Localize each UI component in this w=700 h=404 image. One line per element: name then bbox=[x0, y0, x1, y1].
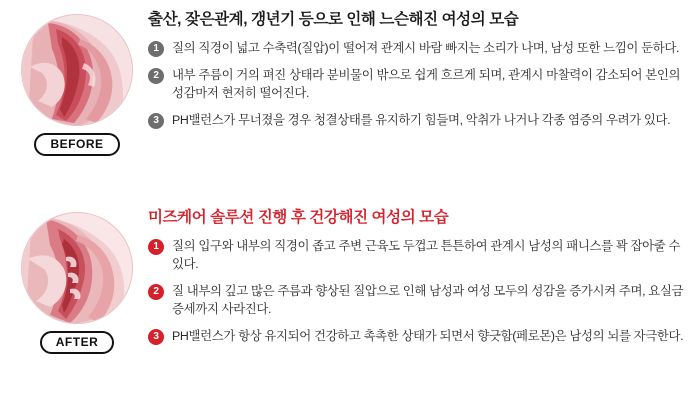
section-before bbox=[0, 0, 700, 198]
list-item-text: PH밸런스가 항상 유지되어 건강하고 촉촉한 상태가 되면서 향긋함(페로몬)은 남성의 뇌를 자극한다. bbox=[172, 329, 684, 344]
list-item-number: 2 bbox=[148, 284, 164, 300]
after-text-column bbox=[148, 208, 690, 346]
list-item bbox=[148, 328, 690, 346]
list-item bbox=[148, 40, 690, 58]
list-item-text: 질 내부의 깊고 많은 주름과 향상된 질압으로 인해 남성과 여성 모두의 성감을 증가시켜 주며, 요실금 증세까지 사라진다. bbox=[172, 284, 684, 317]
list-item-text: 질의 직경이 넓고 수축력(질압)이 떨어져 관계시 바람 빠지는 소리가 나며, 남성 또한 느낌이 둔하다. bbox=[172, 41, 680, 56]
list-item-number: 3 bbox=[148, 113, 164, 129]
list-item-number: 3 bbox=[148, 329, 164, 345]
before-heading: 출산, 잦은관계, 갱년기 등으로 인해 느슨해진 여성의 모습 bbox=[148, 11, 519, 28]
before-item-list bbox=[148, 40, 690, 130]
list-item bbox=[148, 112, 690, 130]
list-item-number: 1 bbox=[148, 41, 164, 57]
before-text-column bbox=[148, 10, 690, 130]
list-item-text: 질의 입구와 내부의 직경이 좁고 주변 근육도 두껍고 튼튼하여 관계시 남성의 패니스를 꽉 잡아줄 수 있다. bbox=[172, 239, 681, 272]
before-badge: BEFORE bbox=[34, 133, 119, 156]
list-item-text: PH밸런스가 무너졌을 경우 청결상태를 유지하기 힘들며, 악취가 나거나 각종 염증의 우려가 있다. bbox=[172, 113, 671, 128]
section-after bbox=[0, 198, 700, 404]
before-illustration-column bbox=[14, 14, 140, 156]
after-item-list bbox=[148, 238, 690, 346]
list-item bbox=[148, 283, 690, 319]
list-item-number: 2 bbox=[148, 68, 164, 84]
after-heading: 미즈케어 솔루션 진행 후 건강해진 여성의 모습 bbox=[148, 209, 449, 226]
vaginal-anatomy-after-illustration bbox=[21, 212, 133, 324]
list-item-text: 내부 주름이 거의 펴진 상태라 분비물이 밖으로 쉽게 흐르게 되며, 관계시 마찰력이 감소되어 본인의 성감마저 현저히 떨어진다. bbox=[172, 68, 681, 101]
after-illustration-column bbox=[14, 212, 140, 354]
list-item-number: 1 bbox=[148, 239, 164, 255]
after-badge: AFTER bbox=[40, 331, 115, 354]
list-item bbox=[148, 67, 690, 103]
list-item bbox=[148, 238, 690, 274]
vaginal-anatomy-before-illustration bbox=[21, 14, 133, 126]
